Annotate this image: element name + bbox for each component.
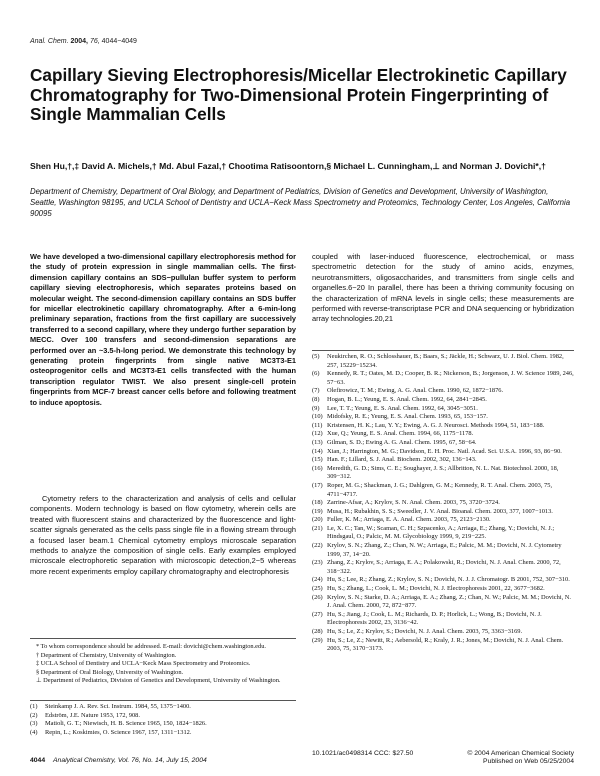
footnote-correspondence: * To whom correspondence should be addressed. E-mail: dovichi@chem.washington.edu. (36, 643, 267, 650)
reference-item (312, 439, 574, 448)
reference-number: (3) (30, 720, 38, 728)
reference-item (30, 703, 296, 712)
reference-number: (6) (312, 370, 320, 378)
reference-number: (1) (30, 703, 38, 710)
reference-item (312, 542, 574, 559)
reference-list-right (312, 353, 574, 654)
reference-text: Hu, S.; Lee, R.; Zhang, Z.; Krylov, S. N.; Dovichi, N. J. J. Chromatogr. B 2001, 752, 307−310. (327, 576, 570, 584)
reference-text: Meredith, G. D.; Sims, C. E.; Soughayer, J. S.; Allbritton, N. L. Nat. Biotechnol. 2000, 18, 309−312. (327, 464, 559, 481)
reference-number: (8) (312, 395, 320, 403)
reference-number: (11) (312, 421, 323, 429)
reference-item (312, 499, 574, 508)
reference-text: Lee, T. T.; Yeung, E. S. Anal. Chem. 1992, 64, 3045−3051. (327, 404, 478, 412)
reference-number: (10) (312, 413, 323, 421)
reference-text: Roper, M. G.; Shackman, J. G.; Dahlgren, G. M.; Kennedy, R. T. Anal. Chem. 2003, 75, 4711−4717. (327, 481, 553, 498)
journal-pages: 4044−4049 (101, 38, 137, 45)
reference-item (312, 576, 574, 585)
reference-item (312, 508, 574, 517)
reference-item (312, 405, 574, 414)
reference-item (312, 585, 574, 594)
reference-number: (22) (312, 542, 323, 550)
journal-volume: 76, (89, 38, 100, 45)
footer-journal-info: Analytical Chemistry, Vol. 76, No. 14, July 15, 2004 (53, 757, 207, 764)
page-number: 4044 (30, 757, 46, 764)
reference-number: (7) (312, 387, 320, 395)
reference-item (312, 422, 574, 431)
reference-number: (15) (312, 456, 323, 464)
article-title: Capillary Sieving Electrophoresis/Micellar Electrokinetic Capillary Chromatography for Two-Dimensional Protein Fingerprinting of Single Mammalian Cells (30, 65, 567, 124)
reference-text: Hu, S.; Le, Z.; Krylov, S.; Dovichi, N. J. Anal. Chem. 2003, 75, 3363−3169. (327, 628, 523, 635)
author-affiliations: Department of Chemistry, Department of Oral Biology, and Department of Pediatrics, Division of Genetics and Development, University of Washington, Seattle, Washington 98195, and UCLA School of Dentistry and UCLA−Keck Mass Spectrometry and Proteomics, Technology Center, Los Angeles, California 90095 (30, 187, 571, 218)
reference-number: (2) (30, 711, 38, 719)
published-date: Published on Web 05/25/2004 (483, 758, 574, 766)
reference-text: Hu, S.; Jiang, J.; Cook, L. M.; Richards, D. P.; Horlick, L.; Wong, B.; Dovichi, N. J. Electrophoresis 2002, 23, 3136−42. (327, 610, 542, 627)
reference-text: Zarrine-Afsar, A.; Krylov, S. N. Anal. Chem. 2003, 75, 3720−3724. (327, 499, 500, 507)
journal-citation-header (30, 38, 137, 45)
reference-item (312, 516, 574, 525)
footnotes (30, 643, 296, 686)
reference-text: Matioli, G. T.; Niewisch, H. B. Science 1965, 150, 1824−1826. (45, 720, 207, 728)
reference-item (312, 465, 574, 482)
reference-text: Krylov, S. N.; Starke, D. A.; Arriaga, E. A.; Zhang, Z.; Chan, N. W.; Palcic, M. M.; Dovichi, N. J. Anal. Chem. 2000, 72, 872−877. (327, 593, 572, 610)
reference-item (30, 712, 296, 721)
reference-item (312, 456, 574, 465)
reference-text: Midofsky, R. E.; Yeung, E. S. Anal. Chem. 1993, 65, 153−157. (327, 413, 488, 421)
reference-text: Xian, J.; Harrington, M. G.; Davidson, E. H. Proc. Natl. Acad. Sci. U.S.A. 1996, 93, 86−90. (327, 447, 562, 455)
reference-item (312, 611, 574, 628)
reference-text: Fuller, K. M.; Arriaga, E. A. Anal. Chem. 2003, 75, 2123−2130. (327, 516, 491, 524)
reference-text: Repin, L.; Koskimies, O. Science 1967, 157, 1311−1312. (45, 728, 192, 736)
doi-price: 10.1021/ac0498314 CCC: $27.50 (312, 750, 414, 757)
reference-text: Hu, S.; Le, Z.; Newitt, R.; Aebersold, R.; Kraly, J. R.; Jones, M.; Dovichi, N. J. Anal. Chem. 2003, 75, 3170−3173. (327, 636, 564, 653)
reference-item (312, 525, 574, 542)
reference-number: (19) (312, 507, 323, 515)
journal-name: Anal. Chem. (30, 38, 69, 45)
journal-year: 2004, (70, 38, 89, 45)
reference-text: Kristensen, H. K.; Lau, Y. Y.; Ewing, A. G. J. Neurosci. Methods 1994, 51, 183−188. (327, 421, 545, 429)
reference-item (312, 353, 574, 370)
reference-text: Krylov, S. N.; Zhang, Z.; Chan, N. W.; Arriaga, E.; Palcic, M. M.; Dovichi, N. J. Cytometry 1999, 37, 14−20. (327, 542, 562, 558)
footnote-divider (30, 638, 296, 639)
reference-item (30, 720, 296, 729)
reference-number: (13) (312, 438, 323, 446)
reference-item (312, 628, 574, 637)
reference-item (312, 413, 574, 422)
reference-text: Gilman, S. D.; Ewing A. G. Anal. Chem. 1995, 67, 58−64. (327, 438, 477, 446)
reference-item (312, 448, 574, 457)
reference-item (312, 482, 574, 499)
reference-text: Edström, J.E. Nature 1953, 172, 908. (45, 711, 140, 719)
reference-number: (9) (312, 404, 320, 412)
reference-item (312, 559, 574, 576)
reference-item (312, 396, 574, 405)
reference-text: Xue, Q.; Yeung, E. S. Anal. Chem. 1994, 66, 1175−1178. (327, 430, 474, 438)
reference-number: (24) (312, 576, 323, 584)
references-divider-left (30, 700, 296, 701)
reference-number: (27) (312, 610, 323, 618)
abstract: We have developed a two-dimensional capillary electrophoresis method for the study of protein expression in single mammalian cells. The first-dimension capillary contains an SDS−pullulan buffer system to perform capillary sieving electrophoresis, which separates proteins based on molecular weight. The second-dimension capillary contains an SDS buffer for micellar electrokinetic capillary chromatography. After a 6-min-long preliminary separation, fractions from the first capillary are successively transferred to a second capillary, where they undergo further separation by MECC. Over 100 transfers and second-dimension separations are performed over an ~3.5-h-long period. We demonstrate this technology by generating protein fingerprints from single native MC3T3-E1 osteoprogenitor cells and MC3T3-E1 cells transfected with the human transcription regulator TWIST. We also present single-cell protein fingerprints from MCF-7 breast cancer cells before and following treatment to induce apoptosis. (30, 252, 296, 407)
footnote-affiliation: ‡ UCLA School of Dentistry and UCLA−Keck Mass Spectrometry and Proteomics. (36, 660, 251, 667)
reference-number: (21) (312, 524, 323, 532)
reference-number: (25) (312, 585, 323, 593)
introduction-paragraph: Cytometry refers to the characterization and analysis of cells and cellular components. Modern technology is based on flow cytometry, wherein cells are treated with fluorescent stains and characterized by the fluorescence and light-scatter signals generated as the cells pass single file in a flowing stream through a focused laser beam.1 Chemical cytometry employs microscale separation methods to analyze the composition of single cells. Early examples employed microscale electrophoretic separation with microscopic detection,2−5 whereas more recent experiments employ capillary chromatography and electrophoresis (30, 494, 296, 576)
reference-number: (26) (312, 593, 323, 601)
reference-text: Han. F.; Lillard, S. J. Anal. Biochem. 2002, 302, 136−143. (327, 456, 477, 464)
reference-number: (17) (312, 481, 323, 489)
reference-text: Le, X. C.; Tan, W.; Scaman, C. H.; Szpacenko, A.; Arriaga, E.; Zhang, Y.; Dovichi, N. J.; Hindsgaul, O.; Palcic, M. M. Glycobiology 1999, 9, 219−225. (327, 524, 555, 541)
reference-number: (20) (312, 516, 323, 524)
footnote-affiliation: † Department of Chemistry, University of Washington. (36, 651, 177, 659)
reference-item (312, 370, 574, 387)
reference-text: Hogan, B. L.; Yeung, E. S. Anal. Chem. 1992, 64, 2841−2845. (327, 395, 487, 403)
footnote-affiliation: ⊥ Department of Pediatrics, Division of Genetics and Development, University of Washington. (36, 677, 281, 684)
author-list: Shen Hu,†,‡ David A. Michels,† Md. Abul Fazal,† Chootima Ratisoontorn,§ Michael L. Cunningham,⊥ and Norman J. Dovichi*,† (30, 161, 546, 171)
reference-text: Zhang, Z.; Krylov, S.; Arriaga, E. A.; Polakowski, R.; Dovichi, N. J. Anal. Chem. 2000, 72, 318−322. (327, 559, 561, 575)
reference-item (312, 594, 574, 611)
reference-number: (4) (30, 728, 38, 736)
reference-number: (16) (312, 464, 323, 472)
reference-number: (28) (312, 628, 323, 635)
reference-list-left (30, 703, 296, 737)
reference-item (312, 637, 574, 654)
reference-text: Olefirowicz, T. M.; Ewing, A. G. Anal. Chem. 1990, 62, 1872−1876. (327, 387, 504, 395)
reference-number: (18) (312, 499, 323, 507)
reference-number: (5) (312, 353, 320, 360)
reference-number: (14) (312, 447, 323, 455)
reference-number: (23) (312, 559, 323, 567)
reference-number: (12) (312, 430, 323, 438)
introduction-continued: coupled with laser-induced fluorescence, electrochemical, or mass spectrometric detection for the study of amino acids, enzymes, neurotransmitters, oligosaccharides, and transmitters from single cells and organelles.6−20 In parallel, there has been a thriving community focusing on the characterization of mRNA levels in single cells; these measurements are performed with reverse-transcriptase PCR and DNA sequencing or hybridization array technologies.20,21 (312, 252, 574, 324)
footnote-affiliation: § Department of Oral Biology, University of Washington. (36, 668, 184, 676)
page-footer-left (30, 757, 207, 764)
reference-item (30, 729, 296, 738)
page-footer-right (312, 750, 574, 767)
reference-text: Kennedy, R. T.; Oates, M. D.; Cooper, B. R.; Nickerson, B.; Jorgenson, J. W. Science 1989, 246, 57−63. (327, 370, 574, 386)
reference-item (312, 430, 574, 439)
reference-number: (29) (312, 636, 323, 644)
reference-text: Steinkamp J. A. Rev. Sci. Instrum. 1984, 55, 1375−1400. (45, 703, 191, 710)
reference-text: Musa, H.; Rubakhin, S. S.; Sweedler, J. V. Anal. Bioanal. Chem. 2003, 377, 1007−1013. (327, 507, 553, 515)
reference-text: Hu, S.; Zhang, L.; Cook, L. M.; Dovichi, N. J. Electrophoresis 2001, 22, 3677−3682. (327, 585, 545, 593)
reference-item (312, 387, 574, 396)
copyright: © 2004 American Chemical Society (467, 750, 574, 757)
references-divider-right (312, 350, 574, 351)
reference-text: Neukirchen, R. O.; Schlosshauer, B.; Baars, S.; Jäckle, H.; Schwarz, U. J. Biol. Chem. 1982, 257, 15229−15234. (327, 353, 564, 369)
